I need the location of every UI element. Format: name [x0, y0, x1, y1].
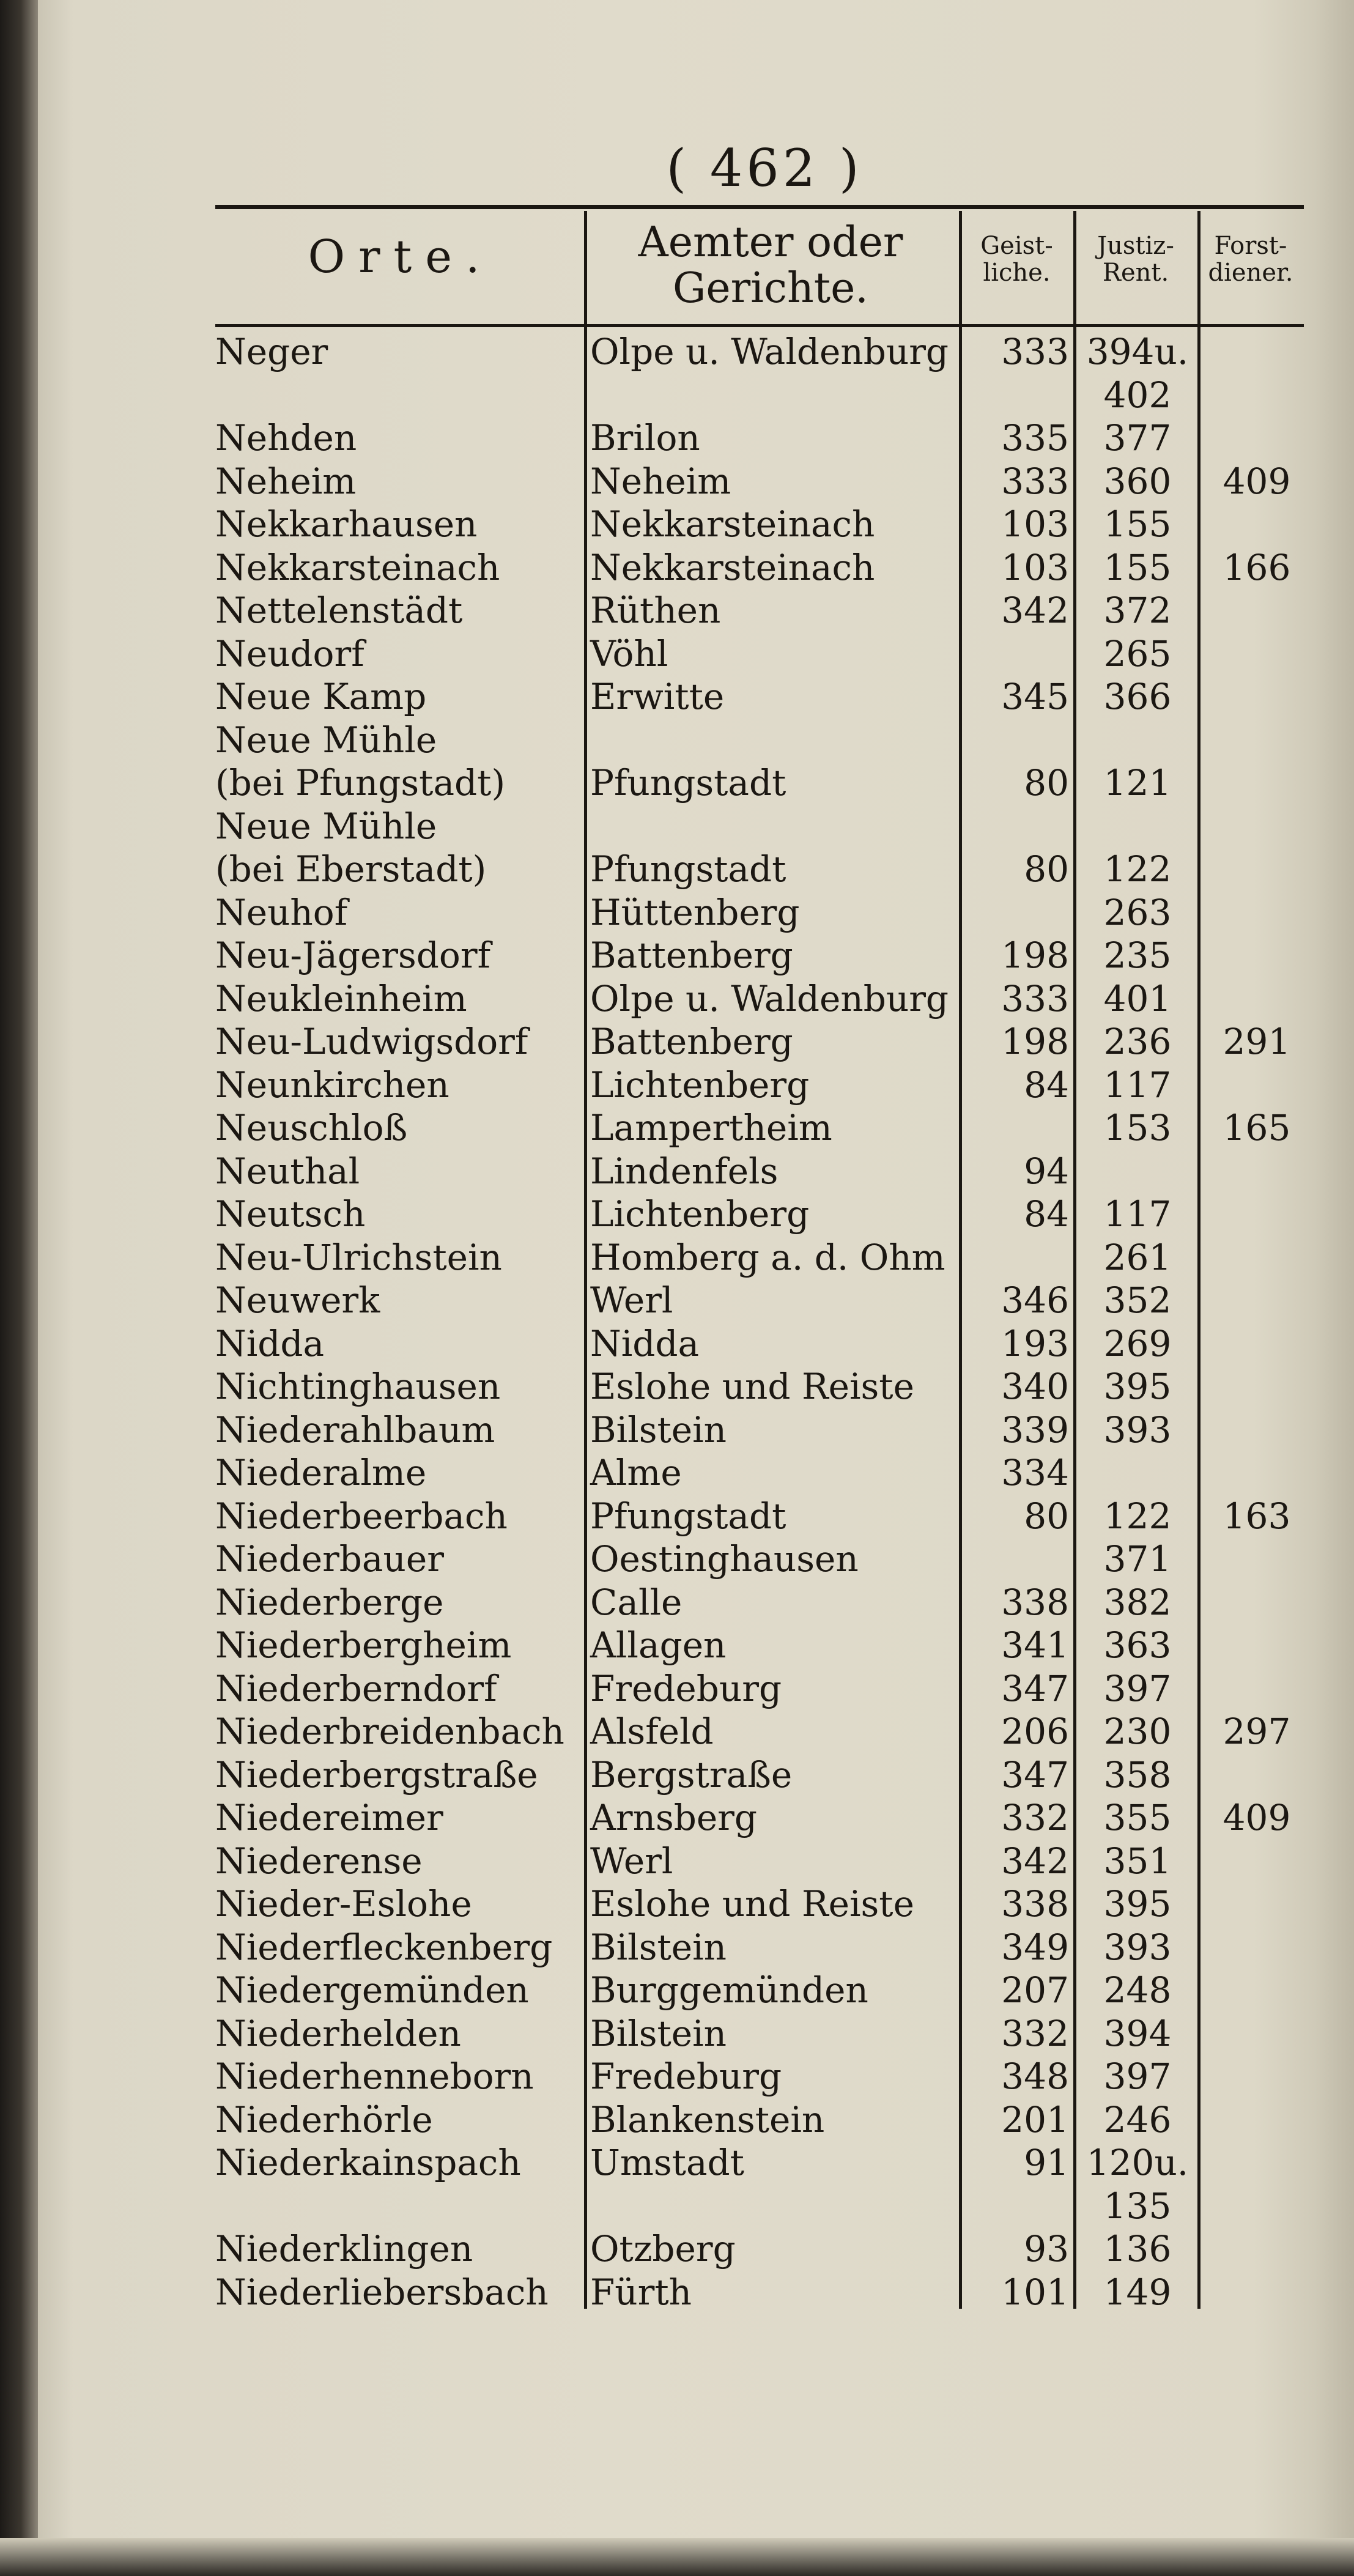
- justiz-rent-page-cell: 155: [1103, 546, 1172, 588]
- geistliche-page-cell: 338: [1001, 1581, 1069, 1623]
- table-row: [0, 1236, 1354, 1279]
- justiz-rent-page-cell: 363: [1103, 1624, 1172, 1666]
- justiz-rent-page-cell: 372: [1103, 590, 1172, 631]
- place-name-cell: Neue Mühle: [215, 719, 437, 761]
- header-justiz-line2: Rent.: [1102, 259, 1169, 287]
- justiz-rent-page-cell: 371: [1103, 1538, 1172, 1580]
- place-name-cell: Nettelenstädt: [215, 590, 463, 631]
- table-row: [0, 977, 1354, 1020]
- table-row: [0, 503, 1354, 546]
- geistliche-page-cell: 94: [1024, 1150, 1069, 1192]
- justiz-rent-page-cell: 153: [1103, 1107, 1172, 1149]
- district-cell: Otzberg: [590, 2228, 736, 2270]
- district-cell: Umstadt: [590, 2142, 744, 2183]
- district-cell: Erwitte: [590, 676, 725, 717]
- page-bottom-edge: [0, 2538, 1354, 2576]
- district-cell: Lichtenberg: [590, 1064, 810, 1106]
- district-cell: Olpe u. Waldenburg: [590, 977, 949, 1020]
- table-row: [0, 1667, 1354, 1710]
- district-cell: Nekkarsteinach: [590, 503, 875, 545]
- table-row: [0, 2185, 1354, 2227]
- place-name-cell: Neue Mühle: [215, 805, 437, 847]
- geistliche-page-cell: 332: [1001, 1797, 1069, 1838]
- table-row: [0, 934, 1354, 977]
- header-geist-line2: liche.: [983, 259, 1051, 287]
- header-justiz-line1: Justiz-: [1097, 232, 1174, 260]
- place-name-cell: (bei Pfungstadt): [215, 762, 506, 804]
- district-cell: Pfungstadt: [590, 848, 786, 890]
- district-cell: Lindenfels: [590, 1150, 779, 1192]
- justiz-rent-page-cell: 265: [1103, 632, 1172, 675]
- geistliche-page-cell: 334: [1001, 1452, 1069, 1493]
- justiz-rent-page-cell: 351: [1103, 1840, 1172, 1882]
- geistliche-page-cell: 80: [1024, 762, 1069, 804]
- table-row: [0, 460, 1354, 503]
- place-name-cell: Niederliebersbach: [215, 2271, 549, 2313]
- table-row: [0, 761, 1354, 804]
- justiz-rent-page-cell: 117: [1103, 1064, 1172, 1106]
- place-name-cell: Neuwerk: [215, 1279, 380, 1321]
- geistliche-page-cell: 198: [1001, 935, 1069, 976]
- place-name-cell: Niederhenneborn: [215, 2056, 534, 2097]
- geistliche-page-cell: 335: [1001, 417, 1069, 459]
- table-row: [0, 416, 1354, 459]
- place-name-cell: Niederbergstraße: [215, 1753, 538, 1796]
- place-name-cell: Nieder-Eslohe: [215, 1883, 472, 1925]
- forstdiener-page-cell: 291: [1223, 1021, 1291, 1062]
- geistliche-page-cell: 348: [1001, 2056, 1069, 2097]
- justiz-rent-page-cell: 261: [1103, 1236, 1172, 1278]
- geistliche-page-cell: 101: [1001, 2271, 1069, 2313]
- geistliche-page-cell: 207: [1001, 1969, 1069, 2011]
- justiz-rent-page-cell: 352: [1103, 1279, 1172, 1321]
- district-cell: Bilstein: [590, 2012, 727, 2054]
- justiz-rent-page-cell: 377: [1103, 417, 1172, 459]
- place-name-cell: Niederbreidenbach: [215, 1711, 564, 1752]
- justiz-rent-page-cell: 236: [1103, 1021, 1172, 1062]
- justiz-rent-page-cell: 393: [1103, 1926, 1172, 1968]
- district-cell: Lichtenberg: [590, 1193, 810, 1235]
- table-row: [0, 632, 1354, 675]
- justiz-rent-page-cell: 394: [1103, 2012, 1172, 2054]
- district-cell: Rüthen: [590, 590, 721, 631]
- place-name-cell: Niederberndorf: [215, 1667, 497, 1709]
- geistliche-page-cell: 342: [1001, 590, 1069, 631]
- header-forstdiener: [1202, 232, 1300, 286]
- district-cell: Pfungstadt: [590, 762, 786, 804]
- table-row: [0, 1495, 1354, 1538]
- geistliche-page-cell: 91: [1024, 2142, 1069, 2183]
- geistliche-page-cell: 198: [1001, 1021, 1069, 1062]
- place-name-cell: Neudorf: [215, 632, 364, 675]
- district-cell: Burggemünden: [590, 1969, 868, 2011]
- table-row: [0, 330, 1354, 373]
- justiz-rent-page-cell: 397: [1103, 1667, 1172, 1709]
- district-cell: Olpe u. Waldenburg: [590, 331, 949, 372]
- district-cell: Nidda: [590, 1322, 700, 1364]
- place-name-cell: (bei Eberstadt): [215, 848, 487, 890]
- justiz-rent-page-cell: 235: [1103, 935, 1172, 976]
- place-name-cell: Niederhörle: [215, 2098, 433, 2141]
- justiz-rent-page-cell: 149: [1103, 2271, 1172, 2313]
- justiz-rent-page-cell: 397: [1103, 2056, 1172, 2097]
- geistliche-page-cell: 347: [1001, 1667, 1069, 1709]
- justiz-rent-page-cell: 121: [1103, 762, 1172, 804]
- geistliche-page-cell: 333: [1001, 460, 1069, 502]
- justiz-rent-page-cell: 155: [1103, 503, 1172, 545]
- district-cell: Eslohe und Reiste: [590, 1883, 914, 1925]
- geistliche-page-cell: 347: [1001, 1753, 1069, 1796]
- forstdiener-page-cell: 166: [1223, 546, 1291, 588]
- geistliche-page-cell: 333: [1001, 977, 1069, 1020]
- table-row: [0, 719, 1354, 761]
- justiz-rent-page-cell: 401: [1103, 977, 1172, 1020]
- place-name-cell: Nehden: [215, 417, 357, 459]
- table-row: [0, 1279, 1354, 1322]
- geistliche-page-cell: 84: [1024, 1064, 1069, 1106]
- geistliche-page-cell: 201: [1001, 2098, 1069, 2141]
- table-row: [0, 1840, 1354, 1882]
- table-row: [0, 1796, 1354, 1839]
- header-aemter-line2: Gerichte.: [673, 264, 868, 313]
- district-cell: Battenberg: [590, 935, 793, 976]
- place-name-cell: Niedereimer: [215, 1797, 443, 1838]
- district-cell: Werl: [590, 1840, 673, 1882]
- table-row: [0, 1020, 1354, 1063]
- district-cell: Oestinghausen: [590, 1538, 859, 1580]
- place-name-cell: Niederahlbaum: [215, 1408, 495, 1451]
- district-cell: Battenberg: [590, 1021, 793, 1062]
- table-row: [0, 2055, 1354, 2098]
- header-justiz-rent: [1078, 232, 1194, 286]
- justiz-rent-page-cell: 117: [1103, 1193, 1172, 1235]
- forstdiener-page-cell: 163: [1223, 1495, 1291, 1537]
- geistliche-page-cell: 103: [1001, 546, 1069, 588]
- justiz-rent-page-cell: 246: [1103, 2098, 1172, 2141]
- table-row: [0, 1882, 1354, 1925]
- place-name-cell: Neue Kamp: [215, 676, 427, 717]
- table-row: [0, 1969, 1354, 2012]
- table-row: [0, 805, 1354, 848]
- district-cell: Alme: [590, 1452, 682, 1493]
- table-row: [0, 675, 1354, 718]
- district-cell: Neheim: [590, 460, 731, 502]
- table-row: [0, 1106, 1354, 1149]
- table-row: [0, 1322, 1354, 1365]
- district-cell: Blankenstein: [590, 2098, 825, 2141]
- geistliche-page-cell: 345: [1001, 676, 1069, 717]
- geistliche-page-cell: 340: [1001, 1366, 1069, 1407]
- district-cell: Lampertheim: [590, 1107, 832, 1149]
- place-name-cell: Niedergemünden: [215, 1969, 529, 2011]
- justiz-rent-page-cell: 355: [1103, 1797, 1172, 1838]
- table-row: [0, 1193, 1354, 1235]
- header-forst-line2: diener.: [1208, 259, 1293, 287]
- district-cell: Nekkarsteinach: [590, 546, 875, 588]
- geistliche-page-cell: 80: [1024, 848, 1069, 890]
- justiz-rent-page-cell: 248: [1103, 1969, 1172, 2011]
- geistliche-page-cell: 339: [1001, 1408, 1069, 1451]
- place-name-cell: Niederalme: [215, 1452, 427, 1493]
- geistliche-page-cell: 341: [1001, 1624, 1069, 1666]
- table-row: [0, 1408, 1354, 1451]
- district-cell: Arnsberg: [590, 1797, 758, 1838]
- table-row: [0, 1064, 1354, 1106]
- place-name-cell: Neheim: [215, 460, 357, 502]
- justiz-rent-page-cell: 135: [1103, 2185, 1172, 2227]
- justiz-rent-page-cell: 395: [1103, 1366, 1172, 1407]
- place-name-cell: Niederklingen: [215, 2228, 473, 2270]
- geistliche-page-cell: 206: [1001, 1711, 1069, 1752]
- header-geistliche: [963, 232, 1070, 286]
- geistliche-page-cell: 349: [1001, 1926, 1069, 1968]
- table-row: [0, 1624, 1354, 1667]
- district-cell: Pfungstadt: [590, 1495, 786, 1537]
- place-name-cell: Niederbeerbach: [215, 1495, 508, 1537]
- geistliche-page-cell: 342: [1001, 1840, 1069, 1882]
- place-name-cell: Neger: [215, 331, 328, 372]
- justiz-rent-page-cell: 263: [1103, 891, 1172, 933]
- place-name-cell: Niederbauer: [215, 1538, 444, 1580]
- geistliche-page-cell: 332: [1001, 2012, 1069, 2054]
- table-row: [0, 891, 1354, 934]
- justiz-rent-page-cell: 393: [1103, 1408, 1172, 1451]
- table-row: [0, 1150, 1354, 1193]
- justiz-rent-page-cell: 122: [1103, 848, 1172, 890]
- table-row: [0, 546, 1354, 589]
- district-cell: Fürth: [590, 2271, 692, 2313]
- place-name-cell: Neu-Ludwigsdorf: [215, 1021, 528, 1062]
- justiz-rent-page-cell: 402: [1103, 374, 1172, 416]
- justiz-rent-page-cell: 122: [1103, 1495, 1172, 1537]
- header-geist-line1: Geist-: [980, 232, 1053, 260]
- table-row: [0, 374, 1354, 416]
- place-name-cell: Neukleinheim: [215, 977, 467, 1020]
- place-name-cell: Neu-Jägersdorf: [215, 935, 491, 976]
- place-name-cell: Neu-Ulrichstein: [215, 1236, 502, 1278]
- table-row: [0, 1365, 1354, 1408]
- place-name-cell: Niederberge: [215, 1581, 444, 1623]
- district-cell: Alsfeld: [590, 1711, 714, 1752]
- district-cell: Bergstraße: [590, 1753, 793, 1796]
- table-row: [0, 589, 1354, 632]
- geistliche-page-cell: 193: [1001, 1322, 1069, 1364]
- forstdiener-page-cell: 297: [1223, 1711, 1291, 1752]
- geistliche-page-cell: 80: [1024, 1495, 1069, 1537]
- table-row: [0, 2227, 1354, 2270]
- justiz-rent-page-cell: 395: [1103, 1883, 1172, 1925]
- district-cell: Brilon: [590, 417, 700, 459]
- district-cell: Vöhl: [590, 632, 668, 675]
- forstdiener-page-cell: 409: [1223, 1797, 1291, 1838]
- place-name-cell: Niederhelden: [215, 2012, 461, 2054]
- table-row: [0, 1581, 1354, 1624]
- district-cell: Fredeburg: [590, 1667, 782, 1709]
- district-cell: Bilstein: [590, 1408, 727, 1451]
- district-cell: Fredeburg: [590, 2056, 782, 2097]
- justiz-rent-page-cell: 358: [1103, 1753, 1172, 1796]
- table-row: [0, 1753, 1354, 1796]
- place-name-cell: Nekkarhausen: [215, 503, 478, 545]
- geistliche-page-cell: 93: [1024, 2228, 1069, 2270]
- justiz-rent-page-cell: 136: [1103, 2228, 1172, 2270]
- header-aemter: [587, 220, 954, 312]
- place-name-cell: Niederfleckenberg: [215, 1926, 553, 1968]
- forstdiener-page-cell: 165: [1223, 1107, 1291, 1149]
- place-name-cell: Niederbergheim: [215, 1624, 512, 1666]
- header-aemter-line1: Aemter oder: [638, 218, 903, 267]
- geistliche-page-cell: 103: [1001, 503, 1069, 545]
- place-name-cell: Nichtinghausen: [215, 1366, 501, 1407]
- table-row: [0, 1926, 1354, 1969]
- place-name-cell: Neuhof: [215, 891, 348, 933]
- header-orte: Orte.: [308, 231, 494, 283]
- table-row: [0, 2012, 1354, 2055]
- place-name-cell: Niederense: [215, 1840, 423, 1882]
- place-name-cell: Nekkarsteinach: [215, 546, 500, 588]
- place-name-cell: Neunkirchen: [215, 1064, 449, 1106]
- district-cell: Bilstein: [590, 1926, 727, 1968]
- table-row: [0, 2141, 1354, 2184]
- table-row: [0, 2098, 1354, 2141]
- place-name-cell: Niederkainspach: [215, 2142, 521, 2183]
- table-row: [0, 848, 1354, 890]
- geistliche-page-cell: 338: [1001, 1883, 1069, 1925]
- place-name-cell: Nidda: [215, 1322, 325, 1364]
- district-cell: Homberg a. d. Ohm: [590, 1236, 945, 1278]
- forstdiener-page-cell: 409: [1223, 460, 1291, 502]
- district-cell: Hüttenberg: [590, 891, 800, 933]
- geistliche-page-cell: 346: [1001, 1279, 1069, 1321]
- page-number: ( 462 ): [666, 138, 863, 198]
- geistliche-page-cell: 84: [1024, 1193, 1069, 1235]
- table-top-rule: [215, 205, 1304, 209]
- justiz-rent-page-cell: 360: [1103, 460, 1172, 502]
- district-cell: Eslohe und Reiste: [590, 1366, 914, 1407]
- place-name-cell: Neuthal: [215, 1150, 360, 1192]
- place-name-cell: Neuschloß: [215, 1107, 408, 1149]
- table-row: [0, 1710, 1354, 1753]
- geistliche-page-cell: 333: [1001, 331, 1069, 372]
- header-bottom-rule: [215, 324, 1304, 327]
- justiz-rent-page-cell: 120u.: [1086, 2142, 1189, 2183]
- table-row: [0, 1538, 1354, 1580]
- header-forst-line1: Forst-: [1214, 232, 1287, 260]
- table-row: [0, 1451, 1354, 1494]
- justiz-rent-page-cell: 366: [1103, 676, 1172, 717]
- district-cell: Allagen: [590, 1624, 727, 1666]
- justiz-rent-page-cell: 269: [1103, 1322, 1172, 1364]
- district-cell: Calle: [590, 1581, 683, 1623]
- justiz-rent-page-cell: 230: [1103, 1711, 1172, 1752]
- table-row: [0, 2271, 1354, 2314]
- justiz-rent-page-cell: 394u.: [1086, 331, 1189, 372]
- district-cell: Werl: [590, 1279, 673, 1321]
- justiz-rent-page-cell: 382: [1103, 1581, 1172, 1623]
- place-name-cell: Neutsch: [215, 1193, 366, 1235]
